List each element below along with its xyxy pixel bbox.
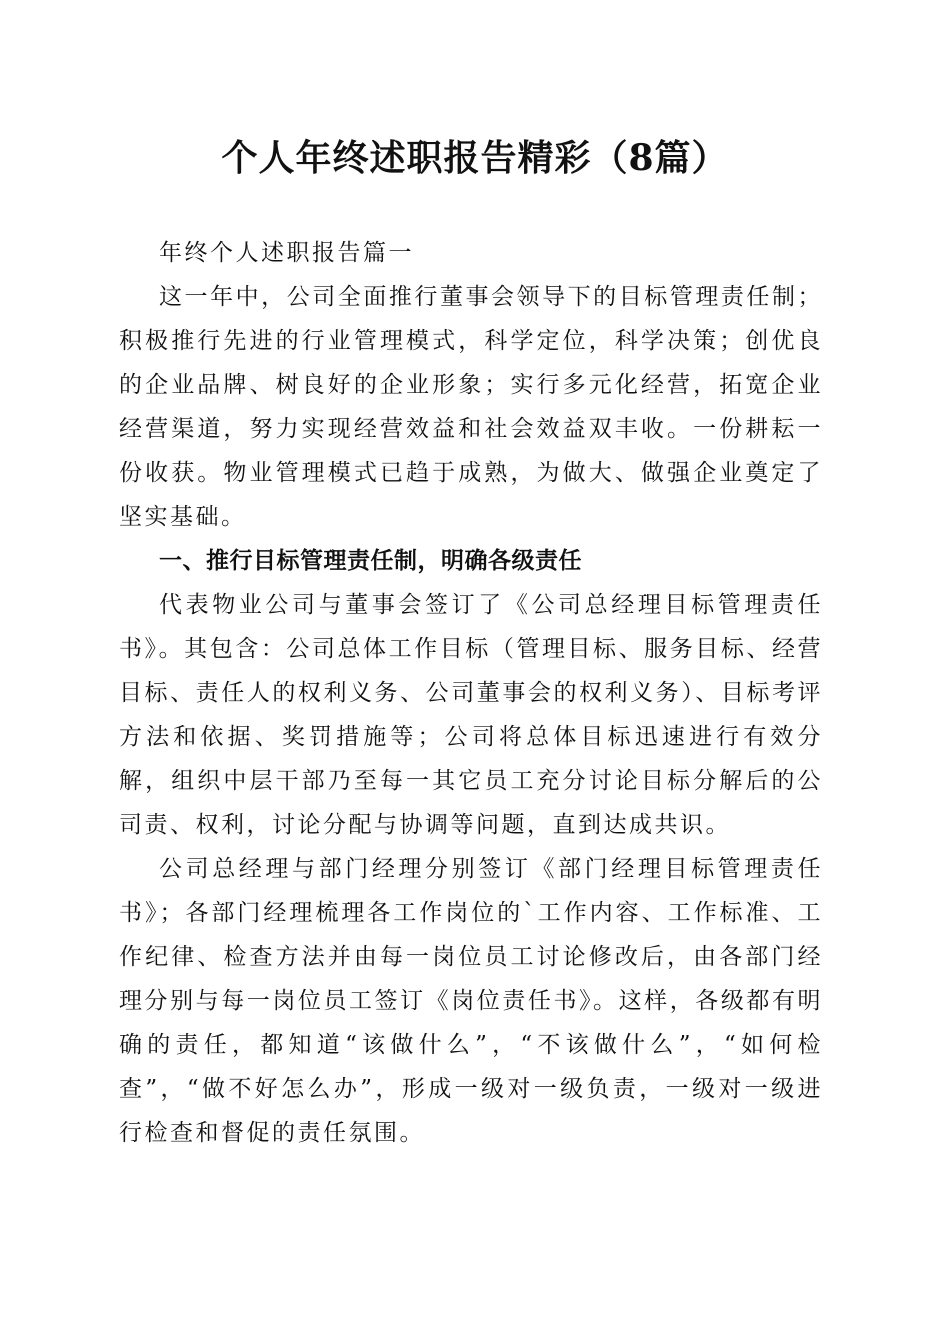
section-subtitle: 年终个人述职报告篇一 [159, 240, 414, 266]
paragraph-3: 公司总经理与部门经理分别签订《部门经理目标管理责任书》；各部门经理梳理各工作岗位的`工作内容、工作标准、工作纪律、检查方法并由每一岗位员工讨论修改后，由各部门经理分别与每一岗位员工签订《岗位责任书》。这样，各级都有明确的责任，都知道“该做什么”，“不该做什么”，“如何检查”，“做不好怎么办”，形成一级对一级负责，一级对一级进行检查和督促的责任氛围。 [119, 856, 823, 1146]
section-heading-1: 一、推行目标管理责任制，明确各级责任 [159, 548, 582, 574]
document-title: 个人年终述职报告精彩（8篇） [221, 137, 729, 179]
paragraph-1: 这一年中，公司全面推行董事会领导下的目标管理责任制；积极推行先进的行业管理模式，科学定位，科学决策；创优良的企业品牌、树良好的企业形象；实行多元化经营，拓宽企业经营渠道，努力实现经营效益和社会效益双丰收。一份耕耘一份收获。物业管理模式已趋于成熟，为做大、做强企业奠定了坚实基础。 [119, 284, 823, 530]
paragraph-2: 代表物业公司与董事会签订了《公司总经理目标管理责任书》。其包含：公司总体工作目标（管理目标、服务目标、经营目标、责任人的权利义务、公司董事会的权利义务）、目标考评方法和依据、奖罚措施等；公司将总体目标迅速进行有效分解，组织中层干部乃至每一其它员工充分讨论目标分解后的公司责、权利，讨论分配与协调等问题，直到达成共识。 [119, 592, 823, 838]
document-body [119, 231, 823, 1155]
